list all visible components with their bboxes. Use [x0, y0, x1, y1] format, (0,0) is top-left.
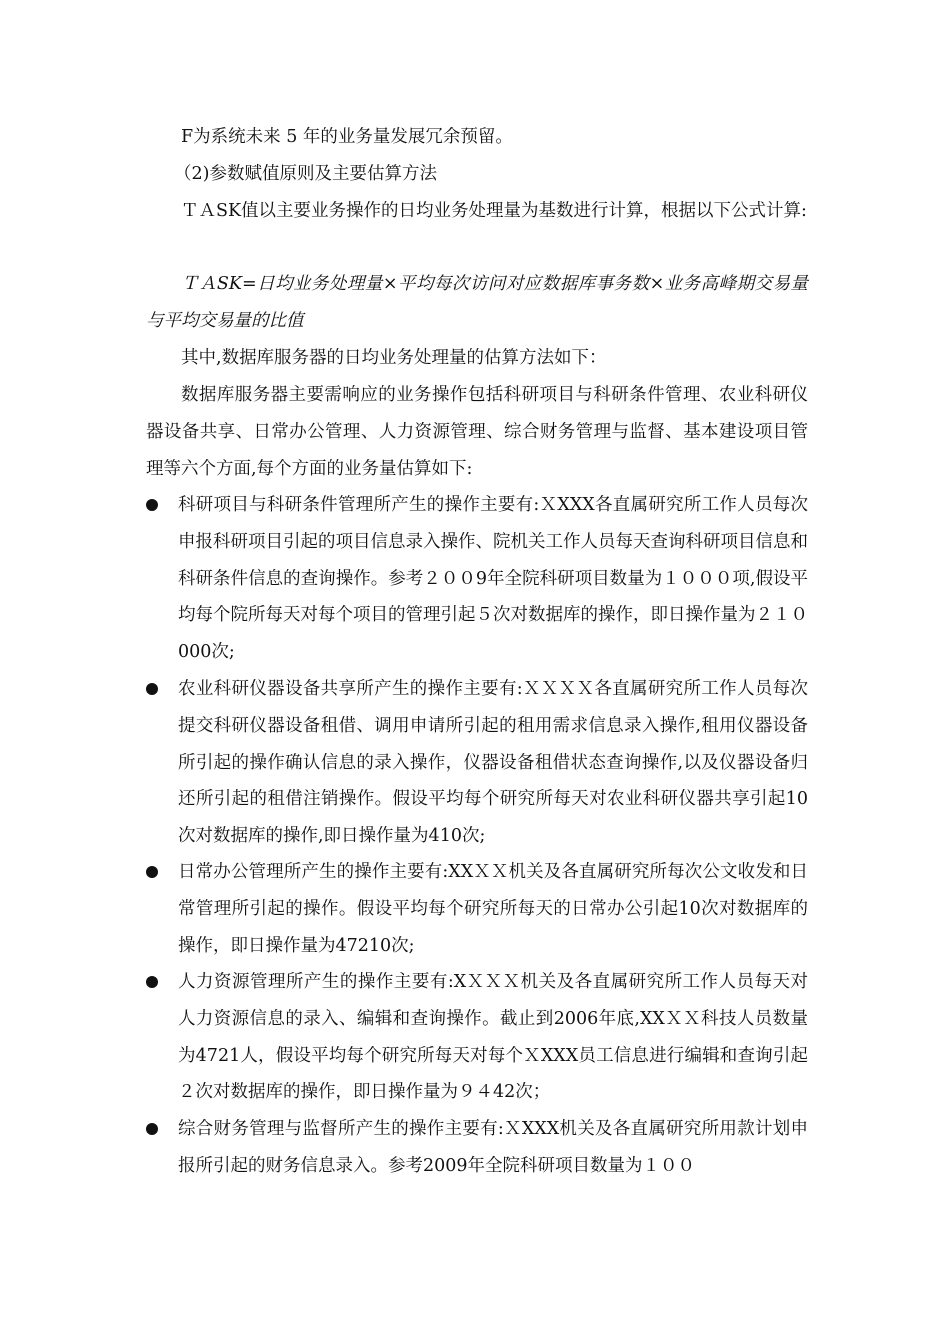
paragraph-business-operations: 数据库服务器主要需响应的业务操作包括科研项目与科研条件管理、农业科研仪器设备共享、日常办公管理、人力资源管理、综合财务管理与监督、基本建设项目管理等六个方面,每个方面的业务量估算如下:	[146, 385, 808, 479]
section-heading-parameters: （2)参数赋值原则及主要估算方法	[174, 164, 437, 184]
list-item-equipment-sharing: 农业科研仪器设备共享所产生的操作主要有:ＸＸＸＸ各直属研究所工作人员每次提交科研仪器设备租借、调用申请所引起的租用需求信息录入操作,租用仪器设备所引起的操作确认信息的录入操作，仪器设备租借状态查询操作,以及仪器设备归还所引起的租借注销操作。假设平均每个研究所每天对农业科研仪器共享引起10次对数据库的操作,即日操作量为410次;	[146, 671, 808, 855]
bullet-icon	[146, 1123, 158, 1135]
bullet-icon	[146, 976, 158, 988]
paragraph-estimation-intro: 其中,数据库服务器的日均业务处理量的估算方法如下：	[181, 348, 607, 368]
paragraph-redundancy: F为系统未来 5 年的业务量发展冗余预留。	[181, 127, 513, 147]
bullet-icon	[146, 683, 158, 695]
formula-task: ＴＡSK=日均业务处理量×平均每次访问对应数据库事务数×业务高峰期交易量与平均交易量的比值	[146, 274, 808, 331]
list-item-human-resources: 人力资源管理所产生的操作主要有:XＸＸＸ机关及各直属研究所工作人员每天对人力资源信息的录入、编辑和查询操作。截止到2006年底,XXＸＸ科技人员数量为4721人，假设平均每个研究所每天对每个ＸXXX员工信息进行编辑和查询引起２次对数据库的操作，即日操作量为９４42次；	[146, 964, 808, 1111]
list-item-office-management: 日常办公管理所产生的操作主要有:XXＸＸ机关及各直属研究所每次公文收发和日常管理所引起的操作。假设平均每个研究所每天的日常办公引起10次对数据库的操作，即日操作量为47210次;	[146, 854, 808, 964]
bullet-icon	[146, 499, 158, 511]
list-item-financial-management: 综合财务管理与监督所产生的操作主要有:ＸXXX机关及各直属研究所用款计划申报所引起的财务信息录入。参考2009年全院科研项目数量为１００	[146, 1111, 808, 1185]
bullet-icon	[146, 866, 158, 878]
paragraph-task-basis: ＴＡSK值以主要业务操作的日均业务处理量为基数进行计算，根据以下公式计算:	[181, 201, 807, 221]
list-item-research-projects: 科研项目与科研条件管理所产生的操作主要有:ＸXXX各直属研究所工作人员每次申报科研项目引起的项目信息录入操作、院机关工作人员每天查询科研项目信息和科研条件信息的查询操作。参考２００9年全院科研项目数量为１０００项,假设平均每个院所每天对每个项目的管理引起５次对数据库的操作，即日操作量为２１０000次;	[146, 487, 808, 671]
